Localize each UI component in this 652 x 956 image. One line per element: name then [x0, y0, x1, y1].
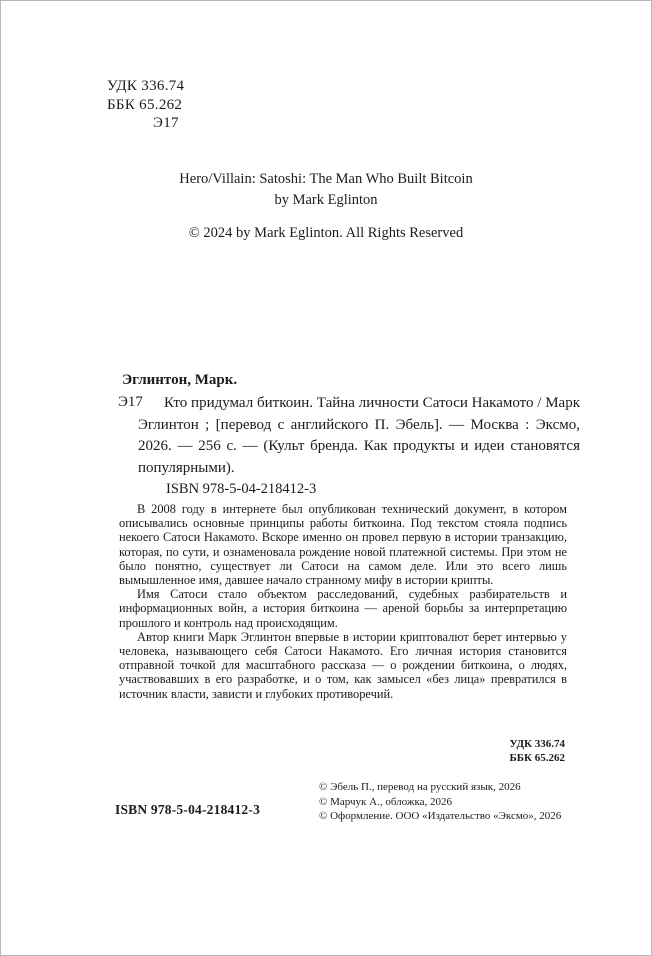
catalog-description: Кто придумал биткоин. Тайна личности Сатоси Накамото / Марк Эглинтон ; [перевод с английского П. Эбель]. — Москва : Эксмо, 2026. — 256 с. — (Культ бренда. Как продукты и идеи становятся популярными). [138, 395, 580, 476]
udk-bottom: УДК 336.74 [509, 738, 565, 750]
original-title-block [1, 169, 651, 210]
copyright-list [319, 780, 561, 824]
author-code-top: Э17 [153, 115, 179, 131]
isbn-card: ISBN 978-5-04-218412-3 [166, 481, 317, 497]
original-copyright: © 2024 by Mark Eglinton. All Rights Reserved [188, 225, 464, 241]
annotation-paragraph: В 2008 году в интернете был опубликован технический документ, в котором описывались основные принципы работы биткоина. Под текстом стояла подпись некоего Сатоси Накамото. Вскоре именно он провел первую в истории транзакцию, которая, по сути, и ознаменовала рождение новой платежной системы. При этом не было понятно, существует ли Сатоси на самом деле. Или это всего лишь вымышленное имя, давшее начало странному мифу в истории крипты. [119, 502, 567, 588]
classification-bottom-block [509, 737, 565, 765]
catalog-author: Эглинтон, Марк. [122, 372, 238, 388]
annotation [119, 502, 567, 701]
classification-top-block [107, 77, 184, 133]
original-title: Hero/Villain: Satoshi: The Man Who Built Bitcoin [179, 171, 473, 187]
original-byline: by Mark Eglinton [274, 191, 378, 208]
copyright-publisher: © Оформление. ООО «Издательство «Эксмо», 2026 [319, 810, 562, 822]
copyright-translation: © Эбель П., перевод на русский язык, 2026 [319, 781, 521, 793]
bbk-top: ББК 65.262 [107, 96, 183, 113]
isbn-bottom: ISBN 978-5-04-218412-3 [115, 802, 261, 817]
catalog-card [118, 393, 580, 479]
copyright-cover: © Марчук А., обложка, 2026 [319, 795, 453, 808]
author-code-card: Э17 [118, 394, 143, 410]
udk-top: УДК 336.74 [107, 78, 185, 94]
bbk-bottom: ББК 65.262 [509, 752, 565, 764]
annotation-paragraph: Автор книги Марк Эглинтон впервые в истории криптовалют берет интервью у человека, называющего себя Сатоси Накамото. Его личная история становится отправной точкой для масштабного рассказа — о рождении биткоина, о людях, участвовавших в его разработке, и о том, как замысел «без лица» превратился в источник власти, зависти и глубоких противоречий. [119, 629, 567, 701]
annotation-paragraph: Имя Сатоси стало объектом расследований, судебных разбирательств и информационных войн, а история биткоина — ареной борьбы за интерпретацию прошлого и контроль над происходящим. [119, 587, 567, 630]
